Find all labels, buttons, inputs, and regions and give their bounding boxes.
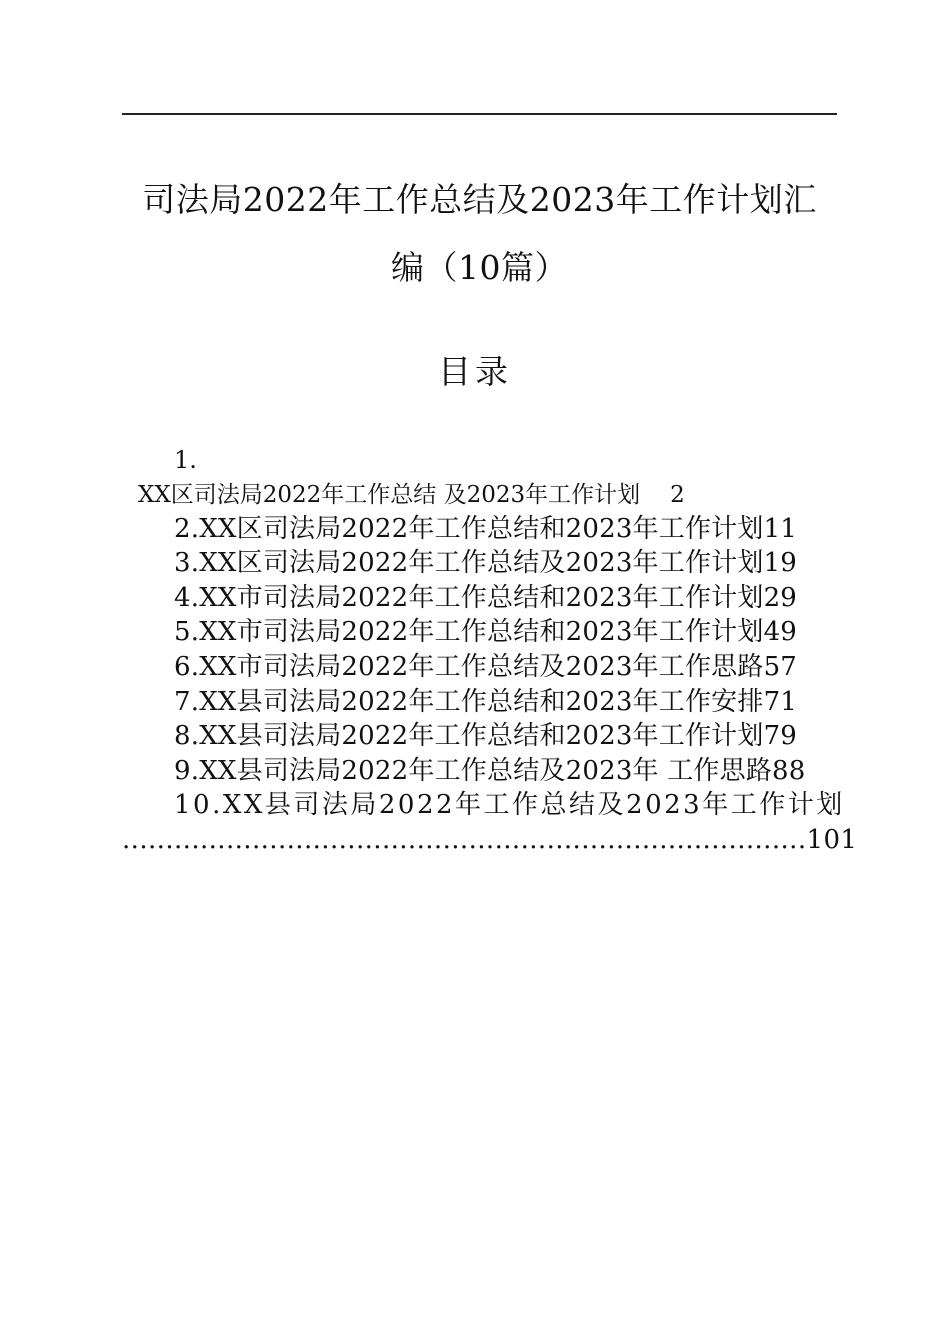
- document-title-line1: 司法局2022年工作总结及2023年工作计划汇: [142, 180, 817, 219]
- toc-entry-4[interactable]: [174, 582, 797, 614]
- toc-entry-text: 5.XX市司法局2022年工作总结和2023年工作计划: [174, 617, 764, 647]
- toc-entry-2[interactable]: [174, 513, 797, 545]
- toc-entry-6[interactable]: [174, 651, 797, 683]
- toc-entry-text: 7.XX县司法局2022年工作总结和2023年工作安排: [174, 687, 764, 717]
- toc-entry-page: 29: [763, 583, 798, 613]
- toc-entry-page: 11: [763, 514, 798, 544]
- toc-entry-10[interactable]: 10.XX县司法局2022年工作总结及2023年工作计划: [174, 790, 845, 820]
- toc-entry-text: 2.XX区司法局2022年工作总结和2023年工作计划: [174, 514, 764, 544]
- toc-entry-7[interactable]: [174, 686, 797, 718]
- toc-entry-text: 6.XX市司法局2022年工作总结及2023年工作思路: [174, 652, 764, 682]
- toc-entry-10-page: 101: [806, 825, 858, 855]
- toc-entry-page: 71: [763, 687, 798, 717]
- toc-entry-text: 8.XX县司法局2022年工作总结和2023年工作计划: [174, 721, 764, 751]
- document-title-line2: 编（10篇）: [391, 248, 568, 287]
- header-rule: [122, 113, 837, 115]
- toc-entry-1-number[interactable]: 1.: [174, 446, 197, 474]
- toc-entry-text: 9.XX县司法局2022年工作总结及2023年 工作思路: [174, 756, 773, 786]
- toc-entry-5[interactable]: [174, 616, 797, 648]
- toc-heading: 目录: [438, 352, 512, 391]
- toc-entry-page: 57: [763, 652, 798, 682]
- toc-entry-text: 4.XX市司法局2022年工作总结和2023年工作计划: [174, 583, 764, 613]
- toc-entry-1-page: 2: [670, 482, 685, 508]
- toc-entry-3[interactable]: [174, 547, 797, 579]
- toc-entry-page: 88: [772, 756, 806, 786]
- toc-entry-page: 79: [763, 721, 798, 751]
- toc-entry-8[interactable]: [174, 720, 797, 752]
- toc-entry-10-leader[interactable]: [122, 824, 857, 856]
- toc-entry-1[interactable]: [138, 479, 685, 511]
- toc-entry-page: 19: [763, 548, 798, 578]
- toc-leader-dots: ...............................................................................: [122, 825, 807, 855]
- toc-entry-text: 3.XX区司法局2022年工作总结及2023年工作计划: [174, 548, 764, 578]
- toc-entry-9[interactable]: [174, 755, 806, 787]
- toc-entry-page: 49: [763, 617, 798, 647]
- toc-entry-1-text: XX区司法局2022年工作总结 及2023年工作计划: [138, 482, 641, 508]
